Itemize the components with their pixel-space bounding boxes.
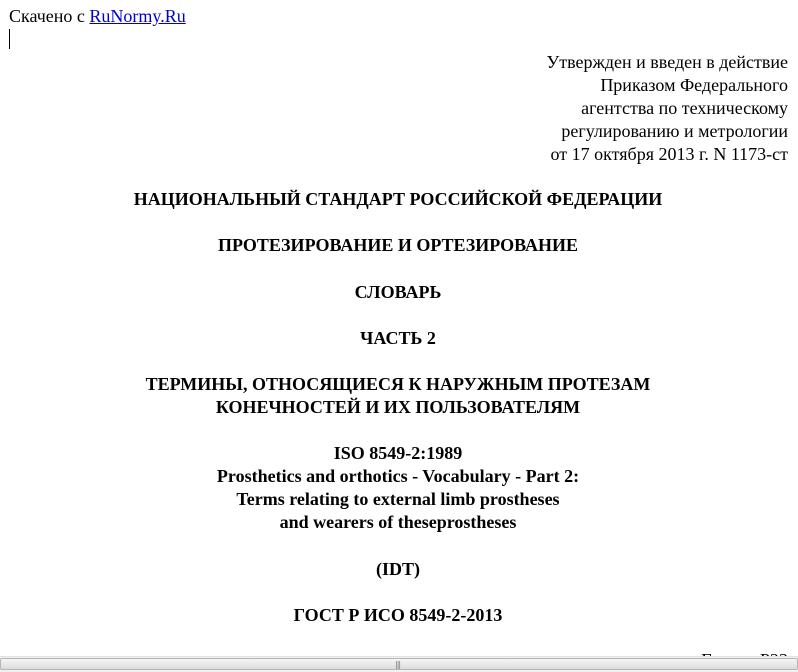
source-prefix: Скачено с: [9, 6, 90, 26]
national-standard-heading: НАЦИОНАЛЬНЫЙ СТАНДАРТ РОССИЙСКОЙ ФЕДЕРАЦИИ: [133, 189, 663, 209]
grip-icon: |||: [395, 660, 401, 669]
english-title-line: Prosthetics and orthotics - Vocabulary - Part 2:: [216, 466, 580, 486]
source-link[interactable]: RuNormy.Ru: [89, 6, 186, 26]
terms-line: ТЕРМИНЫ, ОТНОСЯЩИЕСЯ К НАРУЖНЫМ ПРОТЕЗАМ: [145, 374, 651, 394]
source-line: [9, 6, 186, 27]
subject-heading: ПРОТЕЗИРОВАНИЕ И ОРТЕЗИРОВАНИЕ: [217, 235, 579, 255]
approval-line: агентства по техническому: [581, 98, 788, 118]
dictionary-heading: СЛОВАРЬ: [354, 282, 442, 302]
terms-heading: [0, 373, 796, 419]
text-caret: [9, 29, 10, 49]
part-heading: ЧАСТЬ 2: [360, 328, 436, 348]
scrollbar-thumb[interactable]: [0, 658, 798, 670]
english-title-line: Terms relating to external limb prostheses: [236, 489, 560, 509]
iso-code: ISO 8549-2:1989: [333, 443, 463, 463]
english-title-line: and wearers of theseprostheses: [279, 512, 517, 532]
international-title-block: [0, 442, 796, 534]
approval-line: от 17 октября 2013 г. N 1173-ст: [550, 144, 788, 164]
approval-line: Приказом Федерального: [600, 75, 788, 95]
approval-line: регулированию и метрологии: [561, 121, 788, 141]
terms-line: КОНЕЧНОСТЕЙ И ИХ ПОЛЬЗОВАТЕЛЯМ: [215, 397, 581, 417]
horizontal-scrollbar[interactable]: [0, 656, 798, 672]
approval-block: [546, 51, 788, 166]
approval-line: Утвержден и введен в действие: [546, 52, 788, 72]
idt-label: (IDT): [376, 559, 420, 579]
gost-number: ГОСТ Р ИСО 8549-2-2013: [293, 605, 503, 625]
